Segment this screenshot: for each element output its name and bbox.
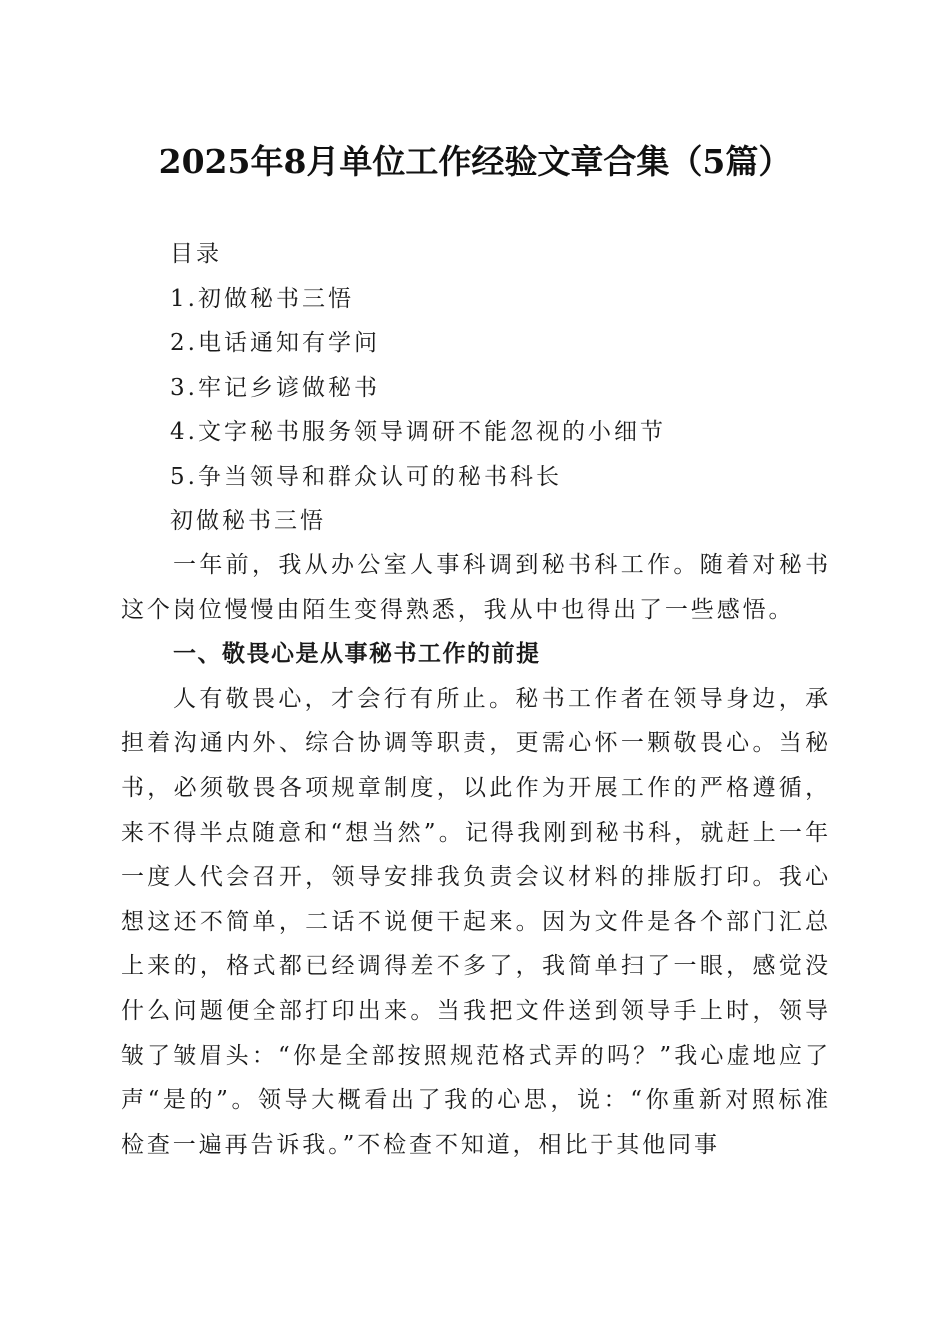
document-title: 2025年8月单位工作经验文章合集（5篇） xyxy=(158,142,792,181)
toc-item: 2.电话通知有学问 xyxy=(170,330,380,356)
toc-heading: 目录 xyxy=(170,241,222,267)
toc-item: 1.初做秘书三悟 xyxy=(170,285,354,312)
article-title: 初做秘书三悟 xyxy=(170,508,326,534)
toc-item: 5.争当领导和群众认可的秘书科长 xyxy=(170,463,562,490)
section-heading: 一、敬畏心是从事秘书工作的前提 xyxy=(173,641,541,668)
intro-paragraph: 一年前，我从办公室人事科调到秘书科工作。随着对秘书这个岗位慢慢由陌生变得熟悉，我从中也得出了一些感悟。 xyxy=(121,552,831,623)
article-body xyxy=(121,543,831,1167)
section-paragraph: 人有敬畏心，才会行有所止。秘书工作者在领导身边，承担着沟通内外、综合协调等职责，更需心怀一颗敬畏心。当秘书，必须敬畏各项规章制度，以此作为开展工作的严格遵循，来不得半点随意和“想当然”。记得我刚到秘书科，就赶上一年一度人代会召开，领导安排我负责会议材料的排版打印。我心想这还不简单，二话不说便干起来。因为文件是各个部门汇总上来的，格式都已经调得差不多了，我简单扫了一眼，感觉没什么问题便全部打印出来。当我把文件送到领导手上时，领导皱了皱眉头：“你是全部按照规范格式弄的吗？”我心虚地应了声“是的”。领导大概看出了我的心思，说：“你重新对照标准检查一遍再告诉我。”不检查不知道，相比于其他同事 xyxy=(121,685,831,1158)
toc-item: 3.牢记乡谚做秘书 xyxy=(170,374,380,401)
toc-item: 4.文字秘书服务领导调研不能忽视的小细节 xyxy=(170,419,666,445)
table-of-contents xyxy=(170,232,870,544)
